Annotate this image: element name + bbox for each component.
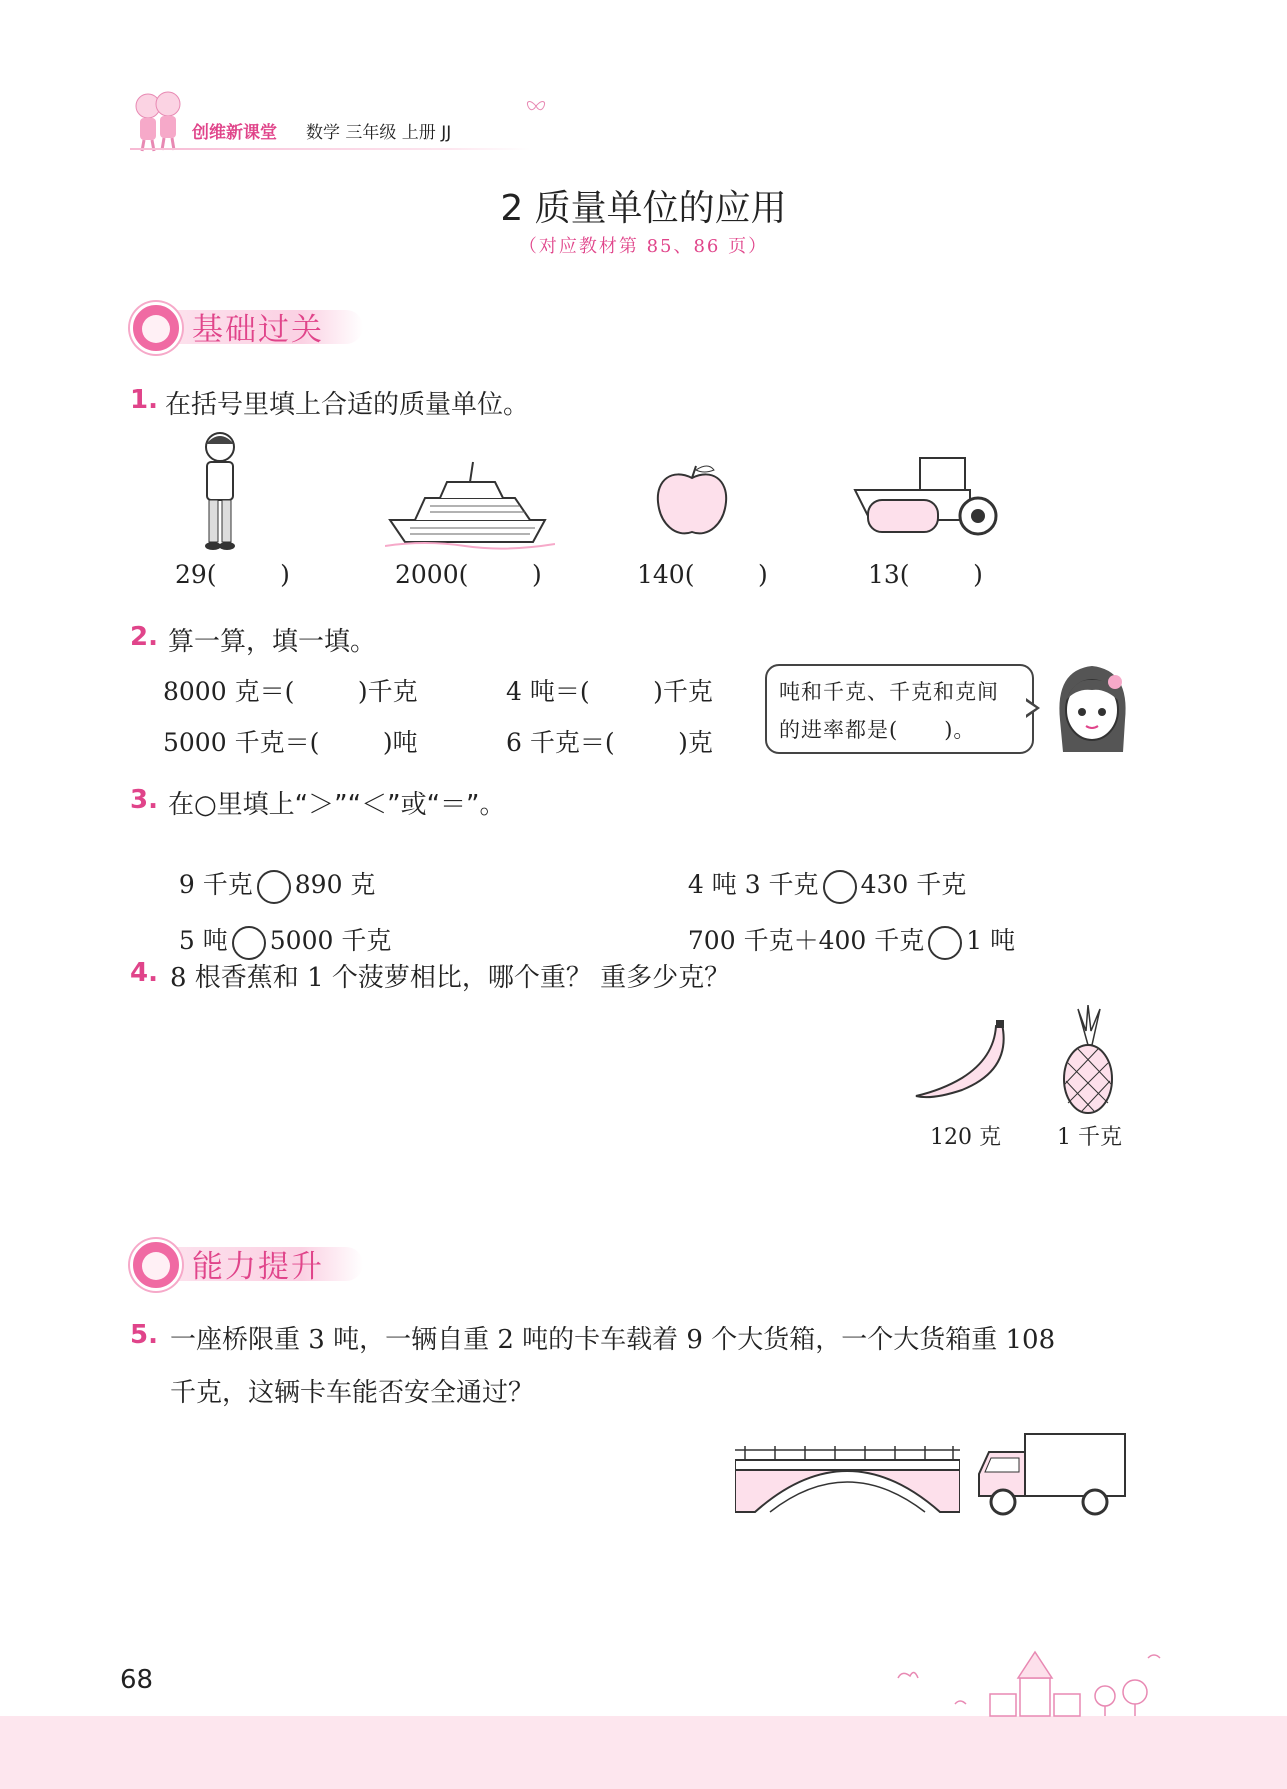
section-banner-basic bbox=[130, 300, 370, 350]
footer-band bbox=[0, 1716, 1287, 1789]
q3-compare-4 bbox=[672, 892, 1015, 960]
question-text-2: 算一算，填一填。 bbox=[168, 627, 377, 657]
girl-face-icon bbox=[142, 315, 170, 343]
q1-answer-3[interactable]: 140( ) bbox=[637, 560, 768, 589]
q3-3-right: 5000 千克 bbox=[269, 926, 392, 955]
q3-3-left: 5 吨 bbox=[178, 926, 228, 955]
bubble-line-1: 吨和千克、千克和克间 bbox=[779, 680, 999, 704]
bridge-icon bbox=[735, 1440, 960, 1515]
castle-decoration-icon bbox=[880, 1648, 1170, 1718]
question-number-4: 4. bbox=[130, 958, 158, 988]
pineapple-label: 1 千克 bbox=[1057, 1125, 1122, 1150]
question-text-4: 8 根香蕉和 1 个菠萝相比，哪个重？ 重多少克？ bbox=[170, 963, 731, 993]
q2-line-4[interactable]: 6 千克＝( )克 bbox=[506, 728, 713, 757]
q3-1-right: 890 克 bbox=[294, 870, 376, 899]
question-text-5-line-2: 千克，这辆卡车能否安全通过？ bbox=[170, 1378, 535, 1408]
boy-icon bbox=[195, 430, 245, 552]
section-title-basic: 基础过关 bbox=[192, 312, 324, 348]
q2-line-3[interactable]: 5000 千克＝( )吨 bbox=[163, 728, 418, 757]
truck-icon bbox=[975, 1430, 1130, 1520]
q3-4-right: 1 吨 bbox=[966, 926, 1016, 955]
header-rule bbox=[130, 148, 530, 150]
girl-icon bbox=[1055, 660, 1130, 755]
section-title-advanced: 能力提升 bbox=[192, 1249, 324, 1285]
q3-2-right: 430 千克 bbox=[860, 870, 967, 899]
header-kids-icon bbox=[128, 88, 188, 153]
question-number-3: 3. bbox=[130, 785, 158, 815]
q2-line-1[interactable]: 8000 克＝( )千克 bbox=[163, 677, 418, 706]
textbook-reference: （对应教材第 85、86 页） bbox=[518, 236, 769, 257]
pineapple-icon bbox=[1058, 1005, 1118, 1115]
bubble-line-2[interactable]: 的进率都是( )。 bbox=[779, 718, 976, 742]
header-subject: 数学 三年级 上册 JJ bbox=[306, 123, 452, 143]
ship-icon bbox=[385, 460, 555, 550]
question-number-1: 1. bbox=[130, 385, 158, 415]
page-number: 68 bbox=[120, 1665, 154, 1695]
road-roller-icon bbox=[850, 450, 1000, 540]
q1-answer-2[interactable]: 2000( ) bbox=[395, 560, 542, 589]
q2-line-2[interactable]: 4 吨＝( )千克 bbox=[506, 677, 713, 706]
q3-4-left: 700 千克＋400 千克 bbox=[687, 926, 925, 955]
q3-compare-3 bbox=[163, 892, 391, 960]
compare-circle-4[interactable] bbox=[928, 926, 962, 960]
question-text-1: 在括号里填上合适的质量单位。 bbox=[165, 390, 530, 420]
section-banner-advanced bbox=[130, 1237, 370, 1287]
page-title: 2 质量单位的应用 bbox=[500, 188, 787, 229]
q1-answer-4[interactable]: 13( ) bbox=[868, 560, 983, 589]
question-text-3: 在○里填上“＞”“＜”或“＝”。 bbox=[168, 790, 506, 820]
q3-2-left: 4 吨 3 千克 bbox=[687, 870, 819, 899]
question-number-2: 2. bbox=[130, 622, 158, 652]
question-number-5: 5. bbox=[130, 1320, 158, 1350]
apple-icon bbox=[652, 462, 732, 540]
compare-circle-3[interactable] bbox=[232, 926, 266, 960]
speech-bubble bbox=[765, 664, 1034, 754]
question-text-5-line-1: 一座桥限重 3 吨，一辆自重 2 吨的卡车载着 9 个大货箱，一个大货箱重 108 bbox=[170, 1325, 1056, 1355]
banana-label: 120 克 bbox=[930, 1125, 1001, 1150]
butterfly-icon bbox=[525, 98, 547, 114]
q1-answer-1[interactable]: 29( ) bbox=[175, 560, 290, 589]
monkey-face-icon bbox=[142, 1252, 170, 1280]
banana-icon bbox=[912, 1020, 1012, 1105]
header-brand: 创维新课堂 bbox=[192, 123, 277, 143]
q3-1-left: 9 千克 bbox=[178, 870, 253, 899]
